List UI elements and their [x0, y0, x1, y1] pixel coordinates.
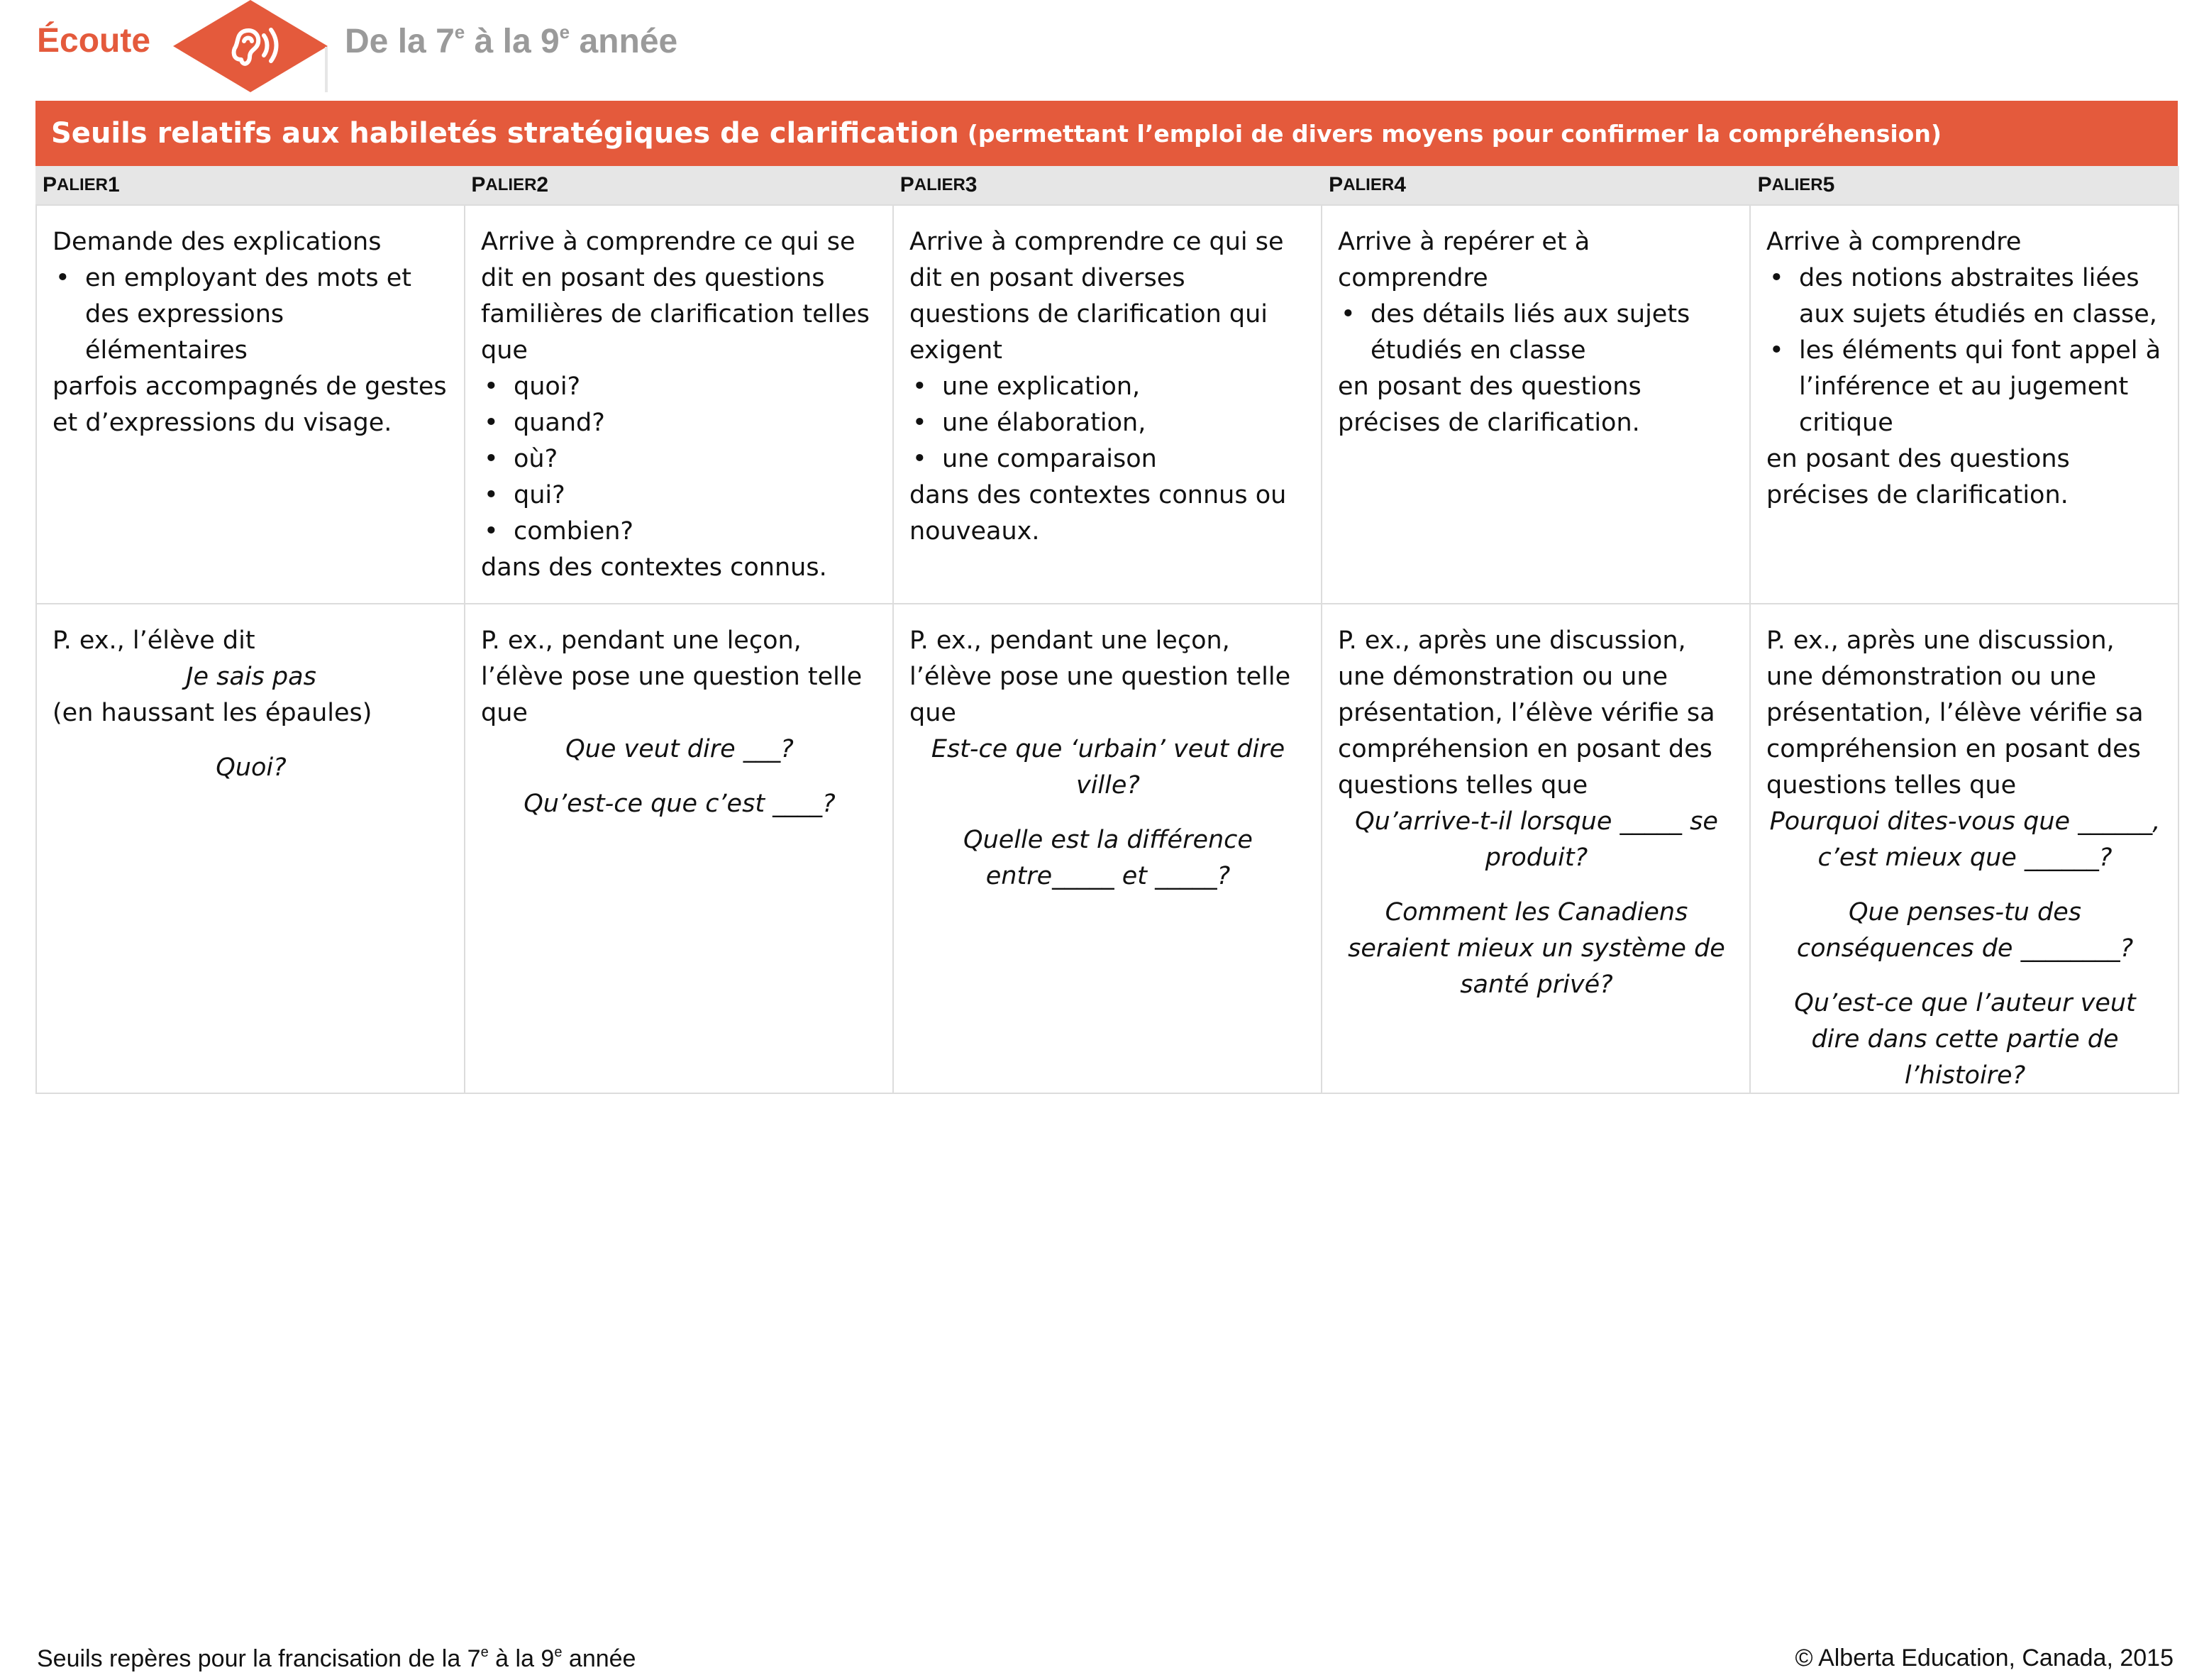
- example-question: Que veut dire ___?: [565, 735, 794, 763]
- example-question: Je sais pas: [186, 663, 316, 691]
- banner-title: Seuils relatifs aux habiletés stratégiques de clarification: [51, 117, 959, 150]
- list-item: • quand?: [481, 405, 878, 441]
- footer-copyright: © Alberta Education, Canada, 2015: [1795, 1645, 2174, 1671]
- threshold-row: [35, 204, 2179, 603]
- threshold-cell-palier-1: [37, 206, 465, 603]
- example-cell-palier-1: [37, 604, 465, 1093]
- list-item: • une élaboration,: [909, 405, 1307, 441]
- example-question: Qu’arrive-t-il lorsque _____ se produit?: [1355, 807, 1718, 872]
- example-question: Quoi?: [216, 753, 287, 782]
- bullet-list: [1766, 260, 2164, 441]
- grade-range: De la 7e à la 9e année: [345, 21, 678, 60]
- example-intro: P. ex., l’élève dit: [52, 626, 255, 655]
- cell-text: Arrive à comprendre ce qui se dit en posant diverses questions de clarification qui exigent: [909, 228, 1284, 365]
- example-cell-palier-5: [1751, 604, 2179, 1093]
- list-item: • une explication,: [909, 369, 1307, 405]
- example-cell-palier-3: [894, 604, 1322, 1093]
- cell-text: Demande des explications: [52, 228, 382, 256]
- bullet-list: [52, 260, 450, 369]
- list-item: • combien?: [481, 514, 878, 550]
- bullet-list: [481, 369, 878, 550]
- example-cell-palier-4: [1322, 604, 1751, 1093]
- example-question: Est-ce que ‘urbain’ veut dire ville?: [931, 735, 1285, 800]
- threshold-cell-palier-5: [1751, 206, 2179, 603]
- threshold-cell-palier-3: [894, 206, 1322, 603]
- cell-text: parfois accompagnés de gestes et d’expressions du visage.: [52, 372, 447, 437]
- column-header-palier-4: P ALIER 4: [1329, 173, 1406, 197]
- example-question: Que penses-tu des conséquences de ________?: [1796, 898, 2134, 963]
- example-intro: P. ex., pendant une leçon, l’élève pose une question telle que: [481, 626, 863, 727]
- cell-text: Arrive à comprendre ce qui se dit en posant des questions familières de clarification telles que: [481, 228, 870, 365]
- bullet-list: [909, 369, 1307, 477]
- bullet-list: [1338, 297, 1735, 369]
- banner-subtitle: (permettant l’emploi de divers moyens pour confirmer la compréhension): [967, 119, 1942, 148]
- ear-listening-icon: [173, 0, 328, 92]
- cell-text: en posant des questions précises de clarification.: [1766, 445, 2070, 509]
- example-question: Comment les Canadiens seraient mieux un système de santé privé?: [1348, 898, 1725, 999]
- column-header-palier-1: P ALIER 1: [43, 173, 120, 197]
- cell-text: Arrive à repérer et à comprendre: [1338, 228, 1590, 292]
- example-cell-palier-2: [465, 604, 894, 1093]
- section-title: Écoute: [37, 22, 151, 60]
- threshold-cell-palier-4: [1322, 206, 1751, 603]
- example-question: Qu’est-ce que l’auteur veut dire dans cette partie de l’histoire?: [1794, 989, 2136, 1090]
- example-question: Pourquoi dites-vous que ______, c’est mieux que ______?: [1769, 807, 2161, 872]
- example-question: Qu’est-ce que c’est ____?: [524, 790, 836, 818]
- column-header-palier-5: P ALIER 5: [1757, 173, 1835, 197]
- table-banner: [35, 101, 2178, 166]
- table-header-row: [35, 166, 2179, 204]
- list-item: • des détails liés aux sujets étudiés en classe: [1338, 297, 1735, 369]
- column-header-palier-2: P ALIER 2: [471, 173, 549, 197]
- footer-document-title: Seuils repères pour la francisation de la 7e à la 9e année: [37, 1645, 636, 1672]
- list-item: • quoi?: [481, 369, 878, 405]
- cell-text: Arrive à comprendre: [1766, 228, 2022, 256]
- list-item: • où?: [481, 441, 878, 477]
- threshold-cell-palier-2: [465, 206, 894, 603]
- cell-text: dans des contextes connus.: [481, 553, 827, 582]
- cell-text: en posant des questions précises de clarification.: [1338, 372, 1641, 437]
- example-row: [35, 603, 2179, 1094]
- example-note: (en haussant les épaules): [52, 699, 372, 727]
- example-question: Quelle est la différence entre_____ et _____?: [963, 826, 1253, 890]
- example-intro: P. ex., après une discussion, une démonstration ou une présentation, l’élève vérifie sa compréhension en posant des questions telles que: [1338, 626, 1715, 800]
- example-intro: P. ex., après une discussion, une démonstration ou une présentation, l’élève vérifie sa compréhension en posant des questions telles que: [1766, 626, 2144, 800]
- list-item: • en employant des mots et des expressions élémentaires: [52, 260, 450, 369]
- cell-text: dans des contextes connus ou nouveaux.: [909, 481, 1287, 546]
- thresholds-table: [35, 166, 2179, 1094]
- list-item: • les éléments qui font appel à l’inférence et au jugement critique: [1766, 333, 2164, 441]
- list-item: • une comparaison: [909, 441, 1307, 477]
- list-item: • qui?: [481, 477, 878, 514]
- column-header-palier-3: P ALIER 3: [899, 173, 978, 197]
- example-intro: P. ex., pendant une leçon, l’élève pose une question telle que: [909, 626, 1291, 727]
- list-item: • des notions abstraites liées aux sujets étudiés en classe,: [1766, 260, 2164, 333]
